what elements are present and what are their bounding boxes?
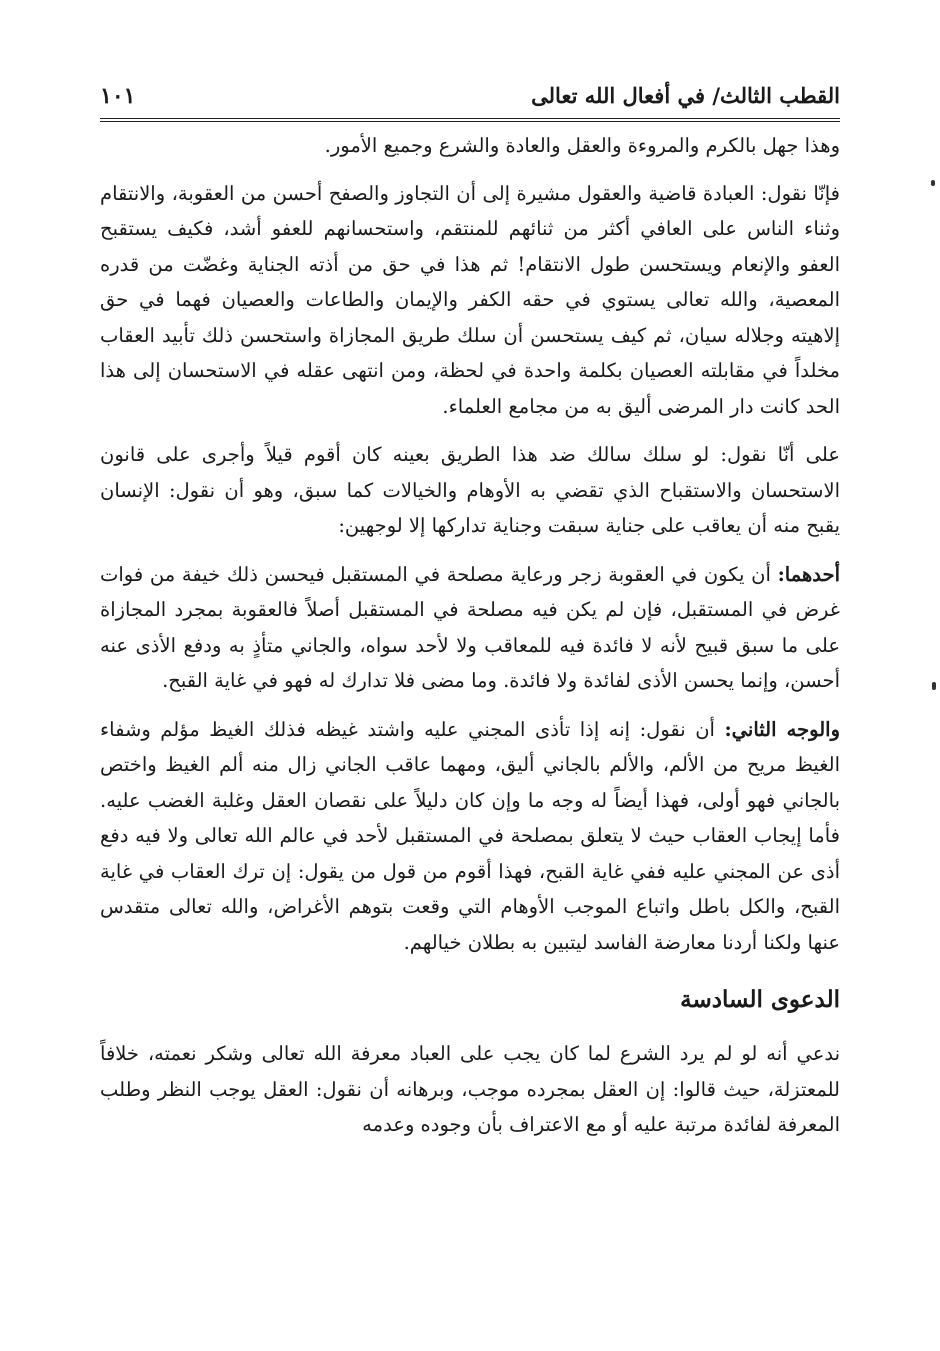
paragraph	[100, 1036, 840, 1143]
document-page	[100, 78, 840, 1156]
body-text	[100, 128, 840, 1143]
paragraph	[100, 437, 840, 544]
paragraph-text: وهذا جهل بالكرم والمروءة والعقل والعادة والشرع وجميع الأمور.	[324, 134, 840, 157]
running-header	[100, 78, 840, 114]
paragraph-lead: أحدهما:	[777, 562, 840, 586]
paragraph	[100, 128, 840, 164]
page-number: ١٠١	[100, 83, 136, 109]
paragraph-text: ندعي أنه لو لم يرد الشرع لما كان يجب على العباد معرفة الله تعالى وشكر نعمته، خلافاً للمعتزلة، حيث قالوا: إن العقل بمجرده موجب، وبرهانه أن نقول: العقل يوجب النظر وطلب المعرفة لفائدة مرتبة عليه أو مع الاعتراف بأن وجوده وعدمه	[100, 1042, 840, 1136]
paragraph-lead: والوجه الثاني:	[724, 717, 840, 741]
paragraph	[100, 557, 840, 699]
paragraph-text: أن يكون في العقوبة زجر ورعاية مصلحة في المستقبل فيحسن ذلك خيفة من فوات غرض في المستقبل، فإن لم يكن فيه مصلحة في المستقبل أصلاً فالعقوبة بمجرد المجازاة على ما سبق قبيح لأنه لا فائدة فيه للمعاقب ولا لأحد سواه، والجاني متأذٍ به ودفع الأذى عنه أحسن، وإنما يحسن الأذى لفائدة ولا فائدة. وما مضى فلا تدارك له فهو في غاية القبح.	[100, 562, 840, 692]
header-rule	[100, 118, 840, 122]
scan-speck	[931, 180, 935, 186]
paragraph	[100, 176, 840, 425]
section-heading: الدعوى السادسة	[680, 986, 840, 1013]
header-title: القطب الثالث/ في أفعال الله تعالى	[531, 83, 840, 108]
paragraph-text: أن نقول: إنه إذا تأذى المجني عليه واشتد غيظه فذلك الغيظ مؤلم وشفاء الغيظ مريح من الألم، والألم بالجاني أليق، ومهما عاقب الجاني زال منه ألم الغيظ واختص بالجاني فهو أولى، فهذا أيضاً له وجه ما وإن كان دليلاً على نقصان العقل وغلبة الغضب عليه. فأما إيجاب العقاب حيث لا يتعلق بمصلحة في المستقبل لأحد في عالم الله تعالى ولا فيه دفع أذى عن المجني عليه ففي غاية القبح، فهذا أقوم من قول من يقول: إن ترك العقاب في غاية القبح، والكل باطل واتباع الموجب الأوهام التي وقعت بتوهم الأغراض، والله تعالى متقدس عنها ولكنا أردنا معارضة الفاسد ليتبين به بطلان خيالهم.	[100, 717, 840, 954]
scan-speck	[932, 682, 936, 690]
paragraph-text: فإنّا نقول: العبادة قاضية والعقول مشيرة إلى أن التجاوز والصفح أحسن من العقوبة، والانتقام وثناء الناس على العافي أكثر من ثنائهم للمنتقم، واستحسانهم للعفو أشد، فكيف يستقبح العفو والإنعام ويستحسن طول الانتقام! ثم هذا في حق من أذته الجناية وغضّت من قدره المعصية، والله تعالى يستوي في حقه الكفر والإيمان والطاعات والعصيان فهما في حق إلاهيته وجلاله سيان، ثم كيف يستحسن أن سلك طريق المجازاة واستحسن ذلك تأبيد العقاب مخلداً في مقابلته العصيان بكلمة واحدة في لحظة، ومن انتهى عقله في الاستحسان إلى هذا الحد كانت دار المرضى أليق به من مجامع العلماء.	[100, 181, 840, 418]
paragraph	[100, 712, 840, 961]
paragraph-text: على أنّا نقول: لو سلك سالك ضد هذا الطريق بعينه كان أقوم قيلاً وأجرى على قانون الاستحسان والاستقباح الذي تقضي به الأوهام والخيالات كما سبق، وهو أن نقول: الإنسان يقبح منه أن يعاقب على جناية سبقت وجناية تداركها إلا لوجهين:	[100, 443, 840, 537]
